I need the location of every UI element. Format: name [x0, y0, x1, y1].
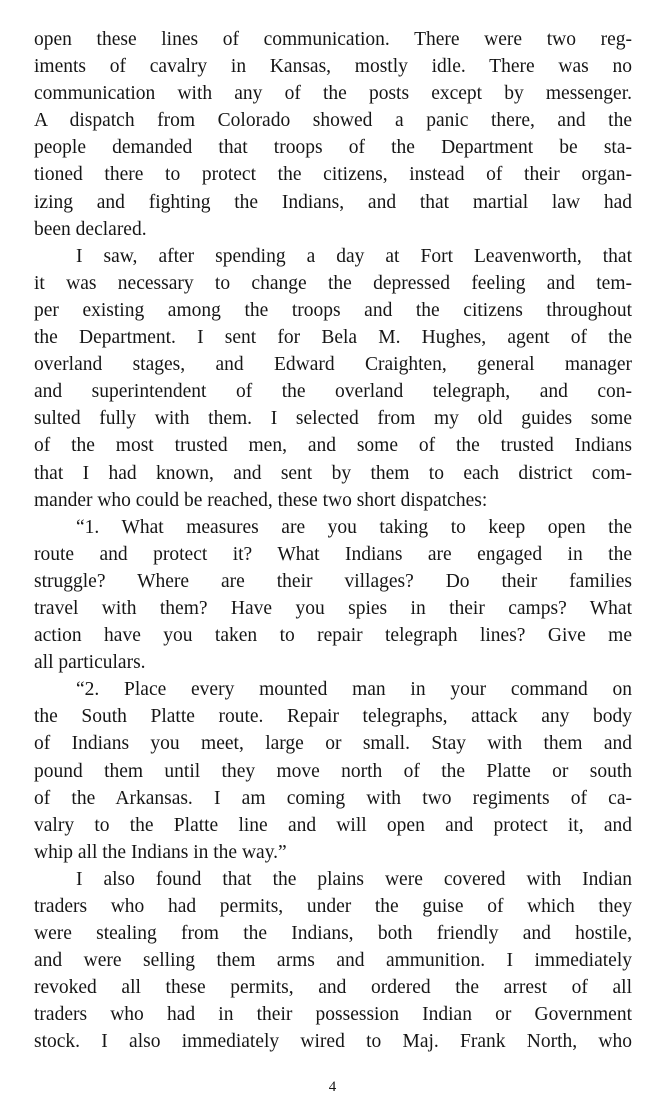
text-line: valry to the Platte line and will open and protect it, and	[34, 814, 632, 836]
text-line: route and protect it? What Indians are engaged in the	[34, 543, 632, 565]
text-line: of the most trusted men, and some of the trusted Indians	[34, 435, 632, 457]
text-line: iments of cavalry in Kansas, mostly idle. There was no	[34, 56, 632, 78]
text-line: revoked all these permits, and ordered the arrest of all	[34, 977, 632, 999]
text-line: travel with them? Have you spies in their camps? What	[34, 597, 632, 619]
text-line: struggle? Where are their villages? Do their families	[34, 570, 632, 592]
text-line: been declared.	[34, 218, 147, 240]
text-line: traders who had in their possession Indian or Government	[34, 1004, 632, 1026]
paragraph-2	[34, 243, 632, 514]
text-line: overland stages, and Edward Craighten, general manager	[34, 354, 632, 376]
text-line: “2. Place every mounted man in your command on	[76, 679, 632, 701]
text-line: I also found that the plains were covered with Indian	[76, 868, 632, 890]
text-line: people demanded that troops of the Department be sta-	[34, 137, 632, 159]
paragraph-3	[34, 866, 632, 1056]
text-line: whip all the Indians in the way.”	[34, 841, 287, 863]
text-line: open these lines of communication. There were two reg-	[34, 29, 632, 50]
text-line: the Department. I sent for Bela M. Hughes, agent of the	[34, 327, 632, 349]
text-line: that I had known, and sent by them to each district com-	[34, 462, 632, 484]
dispatch-1	[34, 514, 632, 677]
dispatch-2	[34, 676, 632, 866]
text-line: all particulars.	[34, 652, 146, 674]
text-line: it was necessary to change the depressed feeling and tem-	[34, 272, 632, 294]
text-line: and were selling them arms and ammunition. I immediately	[34, 950, 632, 972]
text-line: the South Platte route. Repair telegraphs, attack any body	[34, 706, 632, 728]
text-line: tioned there to protect the citizens, instead of their organ-	[34, 164, 632, 186]
text-line: were stealing from the Indians, both friendly and hostile,	[34, 923, 632, 945]
text-line: of the Arkansas. I am coming with two regiments of ca-	[34, 787, 632, 809]
text-line: action have you taken to repair telegraph lines? Give me	[34, 625, 632, 647]
page-number: 4	[328, 1079, 337, 1095]
text-line: and superintendent of the overland telegraph, and con-	[34, 381, 632, 403]
text-line: “1. What measures are you taking to keep open the	[76, 516, 632, 538]
text-line: pound them until they move north of the Platte or south	[34, 760, 632, 782]
paragraph-1	[34, 26, 632, 243]
text-line: traders who had permits, under the guise of which they	[34, 896, 632, 917]
text-line: A dispatch from Colorado showed a panic there, and the	[34, 110, 632, 132]
text-line: izing and fighting the Indians, and that martial law had	[34, 191, 632, 213]
text-line: stock. I also immediately wired to Maj. Frank North, who	[34, 1031, 632, 1053]
text-line: per existing among the troops and the citizens throughout	[34, 299, 632, 321]
body-text	[34, 26, 632, 1056]
text-line: mander who could be reached, these two short dispatches:	[34, 489, 488, 511]
text-line: of Indians you meet, large or small. Stay with them and	[34, 733, 632, 755]
text-line: I saw, after spending a day at Fort Leavenworth, that	[76, 245, 632, 267]
text-line: sulted fully with them. I selected from my old guides some	[34, 408, 632, 430]
text-line: communication with any of the posts except by messenger.	[34, 83, 632, 105]
